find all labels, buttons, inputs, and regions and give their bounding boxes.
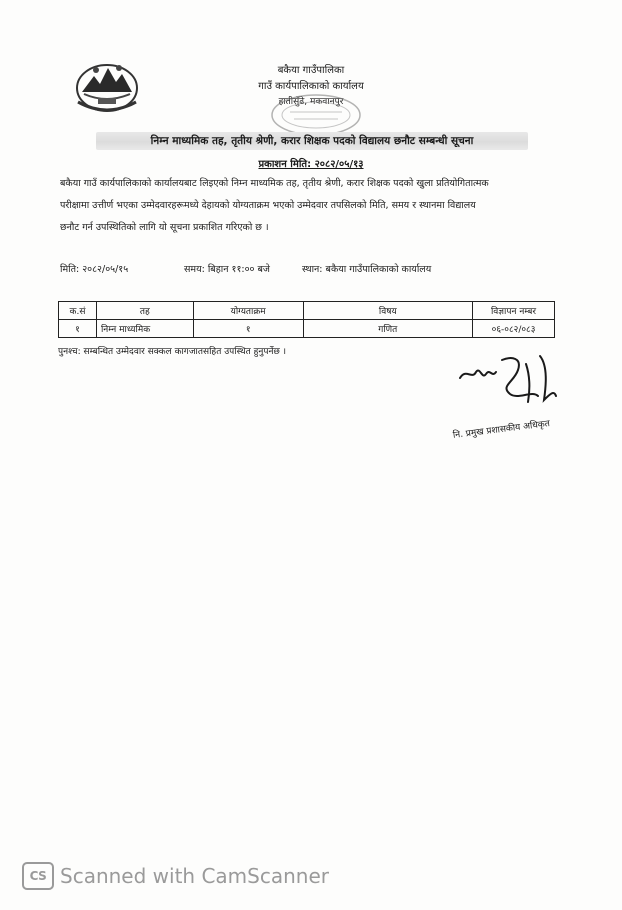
cell-level: निम्न माध्यमिक <box>96 320 193 338</box>
cell-subject: गणित <box>303 320 473 338</box>
selection-date: मिति: २०८२/०५/१५ <box>60 264 129 275</box>
camscanner-watermark <box>22 862 329 890</box>
body-line: बकैया गाउँ कार्यपालिकाको कार्यालयबाट लिइएको निम्न माध्यमिक तह, तृतीय श्रेणी, करार शिक्षक पदको खुला प्रतियोगितात्मक <box>60 178 489 189</box>
col-advert-number: विज्ञापन नम्बर <box>473 302 555 320</box>
watermark-text: Scanned with CamScanner <box>60 864 329 888</box>
col-serial: क.सं <box>59 302 97 320</box>
signer-title: नि. प्रमुख प्रशासकीय अधिकृत <box>452 419 551 441</box>
publication-date: प्रकाशन मिति: २०८२/०५/१३ <box>258 159 364 170</box>
signature-icon <box>452 350 564 412</box>
cell-serial: १ <box>59 320 97 338</box>
notice-headline: निम्न माध्यमिक तह, तृतीय श्रेणी, करार शिक्षक पदको विद्यालय छनौट सम्बन्धी सूचना <box>96 132 528 150</box>
selection-time: समय: बिहान ११:०० बजे <box>184 264 270 275</box>
candidate-table <box>58 301 555 338</box>
cell-merit-rank: १ <box>193 320 303 338</box>
notice-body <box>60 173 560 239</box>
col-level: तह <box>96 302 193 320</box>
col-merit-rank: योग्यताक्रम <box>193 302 303 320</box>
municipality-name: बकैया गाउँपालिका <box>277 65 345 76</box>
camscanner-logo-icon: CS <box>22 862 54 890</box>
body-line: छनौट गर्न उपस्थितिको लागि यो सूचना प्रकाशित गरिएको छ । <box>60 222 269 233</box>
selection-place: स्थान: बकैया गाउँपालिकाको कार्यालय <box>302 264 432 275</box>
table-row <box>59 320 555 338</box>
body-line: परीक्षामा उत्तीर्ण भएका उम्मेदवारहरूमध्ये देहायको योग्यताक्रम भएको उम्मेदवार तपसिलको मिति, समय र स्थानमा विद्यालय <box>60 200 476 211</box>
col-subject: विषय <box>303 302 473 320</box>
postscript-note: पुनश्च: सम्बन्धित उम्मेदवार सक्कल कागजातसहित उपस्थित हुनुपर्नेछ । <box>58 347 287 357</box>
table-header-row <box>59 302 555 320</box>
office-name: गाउँ कार्यपालिकाको कार्यालय <box>258 81 364 92</box>
office-address: हातीसुँढे, मकवानपुर <box>278 97 344 107</box>
cell-advert-number: ०६-०८२/०८३ <box>473 320 555 338</box>
